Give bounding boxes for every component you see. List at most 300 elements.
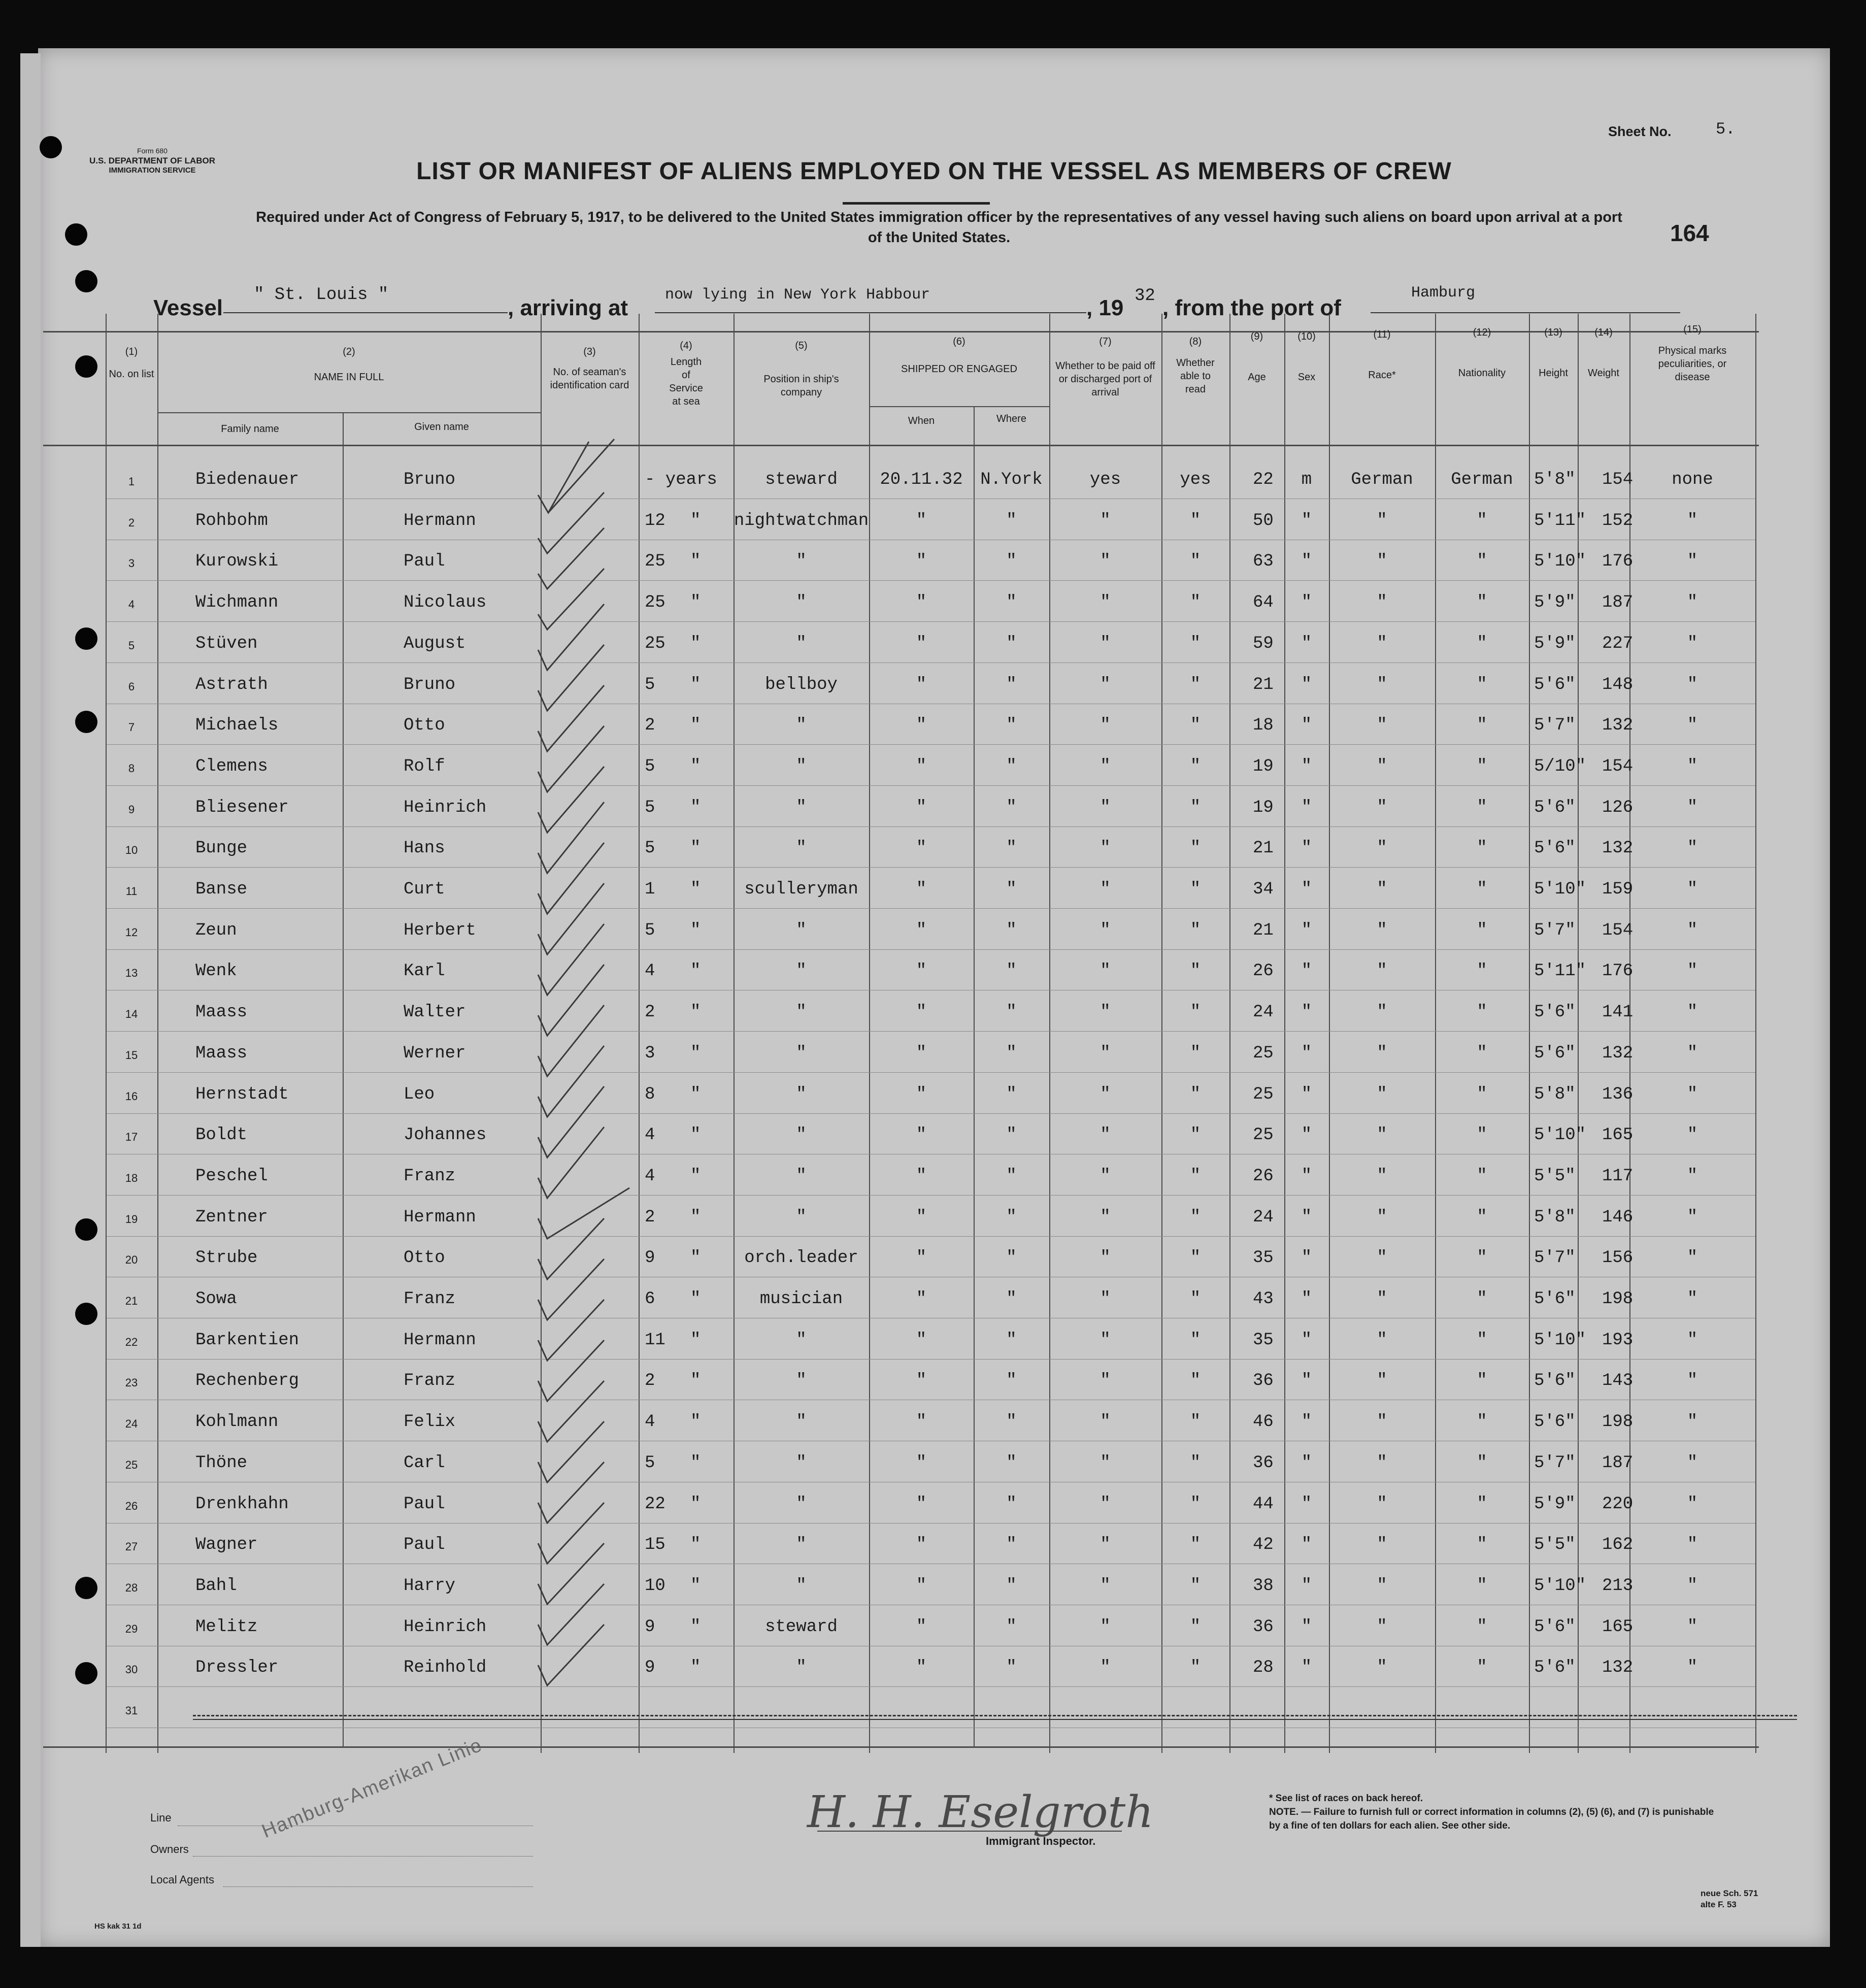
cell-sex: " [1301, 1207, 1312, 1227]
cell-when: " [916, 756, 927, 776]
cell-age: 42 [1253, 1535, 1274, 1555]
col7-number: (7) [1099, 336, 1112, 347]
cell-service-ditto: " [690, 552, 701, 572]
cell-sex: " [1301, 675, 1312, 694]
cell-age: 18 [1253, 716, 1274, 736]
col4-label: Length of Service at sea [669, 356, 703, 407]
cell-sex: " [1301, 1371, 1312, 1391]
cell-read: " [1190, 1084, 1201, 1104]
cell-nationality: " [1477, 1289, 1487, 1309]
cell-weight: 136 [1602, 1084, 1634, 1104]
cell-when: " [916, 1003, 927, 1022]
cell-age: 36 [1253, 1453, 1274, 1473]
cell-sex: " [1301, 1003, 1312, 1022]
arrival-location: now lying in New York Habbour [665, 286, 930, 304]
col6-label: SHIPPED OR ENGAGED [901, 363, 1017, 375]
cell-paid: " [1100, 593, 1111, 613]
cell-when: " [916, 1658, 927, 1678]
shipped-subheader-rule [869, 406, 1049, 407]
cell-when: " [916, 1125, 927, 1145]
cell-family: Wenk [195, 962, 237, 981]
cell-age: 25 [1253, 1125, 1274, 1145]
table-row [0, 1084, 1866, 1128]
cell-age: 24 [1253, 1207, 1274, 1227]
cell-when: " [916, 1248, 927, 1268]
cell-where: " [1006, 1043, 1017, 1063]
cell-marks: " [1687, 1289, 1698, 1309]
cell-weight: 213 [1602, 1576, 1634, 1596]
cell-race: " [1377, 1084, 1387, 1104]
cell-paid: " [1100, 1494, 1111, 1514]
cell-no: 31 [125, 1704, 138, 1717]
year-prefix: , 19 [1086, 295, 1124, 320]
cell-nationality: " [1477, 798, 1487, 817]
cell-marks: " [1687, 1125, 1698, 1145]
cell-position: " [796, 1453, 807, 1473]
table-row [0, 1660, 1866, 1701]
cell-service: 9 [645, 1248, 655, 1268]
cell-sex: " [1301, 962, 1312, 981]
cell-family: Maass [195, 1043, 248, 1063]
cell-given: Hermann [404, 511, 476, 531]
col5-number: (5) [795, 340, 808, 351]
cell-service-ditto: " [690, 1535, 701, 1555]
cell-no: 11 [125, 885, 138, 898]
cell-family: Hernstadt [195, 1084, 289, 1104]
cell-age: 26 [1253, 962, 1274, 981]
cell-service-ditto: " [690, 1289, 701, 1309]
cell-when: " [916, 798, 927, 817]
cell-sex: " [1301, 920, 1312, 940]
cell-no: 2 [128, 516, 135, 529]
cell-age: 24 [1253, 1003, 1274, 1022]
cell-age: 35 [1253, 1248, 1274, 1268]
cell-race: " [1377, 511, 1387, 531]
cell-given: Reinhold [404, 1658, 487, 1678]
cell-where: " [1006, 920, 1017, 940]
cell-height: 5'10" [1534, 1125, 1586, 1145]
cell-given: Heinrich [404, 798, 487, 817]
cell-sex: " [1301, 880, 1312, 899]
cell-given: Nicolaus [404, 593, 487, 613]
cell-age: 36 [1253, 1617, 1274, 1637]
cell-read: " [1190, 716, 1201, 736]
table-row [0, 920, 1866, 964]
cell-position: " [796, 716, 807, 736]
cell-no: 23 [125, 1376, 138, 1389]
cell-sex: " [1301, 1166, 1312, 1186]
cell-service: 4 [645, 1412, 655, 1432]
cell-paid: " [1100, 1003, 1111, 1022]
cell-age: 26 [1253, 1166, 1274, 1186]
cell-read: " [1190, 1412, 1201, 1432]
col2-header [157, 345, 541, 384]
cell-paid: " [1100, 1658, 1111, 1678]
table-row [0, 882, 1866, 922]
where-header: Where [996, 413, 1026, 424]
cell-family: Sowa [195, 1289, 237, 1309]
cell-position: " [796, 798, 807, 817]
cell-paid: " [1100, 1043, 1111, 1063]
table-row [0, 800, 1866, 841]
table-row [0, 472, 1866, 513]
cell-no: 30 [125, 1663, 138, 1676]
vessel-name-underline [223, 312, 508, 313]
printer-code: HS kak 31 1d [94, 1922, 142, 1931]
cell-given: Johannes [404, 1125, 487, 1145]
cell-weight: 126 [1602, 798, 1634, 817]
signature-underline [817, 1831, 1122, 1832]
cell-race: " [1377, 756, 1387, 776]
cell-marks: " [1687, 1330, 1698, 1350]
cell-weight: 141 [1602, 1003, 1634, 1022]
cell-service: 11 [645, 1330, 665, 1350]
cell-read: " [1190, 920, 1201, 940]
cell-paid: " [1100, 839, 1111, 858]
table-row [0, 554, 1866, 594]
line-label: Line [150, 1811, 172, 1824]
page-number: 164 [1670, 220, 1709, 246]
year-suffix: 32 [1135, 286, 1155, 306]
cell-service-ditto: " [690, 634, 701, 653]
cell-service: 12 [645, 511, 665, 531]
cell-service-ditto: " [690, 1248, 701, 1268]
cell-service: - years [645, 470, 717, 489]
owners-label: Owners [150, 1843, 189, 1856]
table-row [0, 1414, 1866, 1455]
cell-weight: 198 [1602, 1289, 1634, 1309]
cell-weight: 198 [1602, 1412, 1634, 1432]
cell-when: " [916, 920, 927, 940]
cell-paid: " [1100, 798, 1111, 817]
cell-no: 5 [128, 639, 135, 652]
cell-height: 5'10" [1534, 880, 1586, 899]
department-name: U.S. DEPARTMENT OF LABOR [89, 156, 216, 165]
cell-paid: " [1100, 675, 1111, 694]
cell-marks: " [1687, 511, 1698, 531]
cell-service: 4 [645, 1166, 655, 1186]
cell-height: 5'8" [1534, 1084, 1576, 1104]
cell-no: 22 [125, 1335, 138, 1348]
cell-race: " [1377, 1535, 1387, 1555]
cell-nationality: " [1477, 1125, 1487, 1145]
cell-where: " [1006, 756, 1017, 776]
cell-no: 13 [125, 967, 138, 980]
cell-when: 20.11.32 [880, 470, 963, 489]
cell-nationality: " [1477, 756, 1487, 776]
table-row [0, 1619, 1866, 1660]
cell-age: 35 [1253, 1330, 1274, 1350]
cell-nationality: " [1477, 1453, 1487, 1473]
cell-family: Zentner [195, 1207, 268, 1227]
cell-sex: " [1301, 1453, 1312, 1473]
cell-height: 5'6" [1534, 798, 1576, 817]
cell-position: " [796, 1207, 807, 1227]
cell-height: 5/10" [1534, 756, 1586, 776]
cell-no: 18 [125, 1171, 138, 1184]
cell-when: " [916, 1412, 927, 1432]
cell-service-ditto: " [690, 593, 701, 613]
cell-where: " [1006, 1207, 1017, 1227]
col5-header [734, 339, 869, 399]
cell-marks: " [1687, 1166, 1698, 1186]
cell-position: steward [765, 1617, 838, 1637]
col9-label: Age [1248, 372, 1266, 383]
cell-paid: " [1100, 1371, 1111, 1391]
cell-nationality: " [1477, 962, 1487, 981]
cell-given: Rolf [404, 756, 445, 776]
cell-family: Biedenauer [195, 470, 299, 489]
cell-sex: " [1301, 511, 1312, 531]
cell-marks: " [1687, 962, 1698, 981]
inspector-label: Immigrant Inspector. [986, 1835, 1096, 1847]
col6-header [869, 335, 1049, 376]
cell-where: " [1006, 1617, 1017, 1637]
cell-where: " [1006, 1248, 1017, 1268]
cell-where: " [1006, 1125, 1017, 1145]
cell-weight: 132 [1602, 716, 1634, 736]
cell-height: 5'10" [1534, 1576, 1586, 1596]
cell-nationality: " [1477, 1412, 1487, 1432]
col14-label: Weight [1588, 368, 1619, 379]
cell-paid: " [1100, 920, 1111, 940]
cell-family: Bliesener [195, 798, 289, 817]
cell-race: " [1377, 1617, 1387, 1637]
table-row [0, 513, 1866, 554]
cell-family: Dressler [195, 1658, 279, 1678]
cell-read: " [1190, 962, 1201, 981]
cell-position: " [796, 1371, 807, 1391]
cell-position: musician [759, 1289, 843, 1309]
cell-family: Bahl [195, 1576, 237, 1596]
cell-weight: 165 [1602, 1125, 1634, 1145]
cell-read: " [1190, 1125, 1201, 1145]
cell-nationality: " [1477, 1535, 1487, 1555]
cell-no: 10 [125, 844, 138, 857]
col1-label: No. on list [109, 369, 154, 380]
cell-paid: " [1100, 511, 1111, 531]
col10-number: (10) [1297, 331, 1316, 342]
cell-service: 22 [645, 1494, 665, 1514]
arriving-label: , arriving at [508, 295, 628, 320]
cell-sex: " [1301, 1576, 1312, 1596]
cell-marks: " [1687, 1617, 1698, 1637]
punch-hole [65, 223, 87, 246]
cell-given: August [404, 634, 466, 653]
cell-service: 2 [645, 716, 655, 736]
cell-no: 4 [128, 598, 135, 611]
cell-when: " [916, 1453, 927, 1473]
cell-marks: " [1687, 920, 1698, 940]
cell-read: " [1190, 511, 1201, 531]
cell-service: 3 [645, 1043, 655, 1063]
cell-family: Banse [195, 880, 248, 899]
cell-position: bellboy [765, 675, 838, 694]
cell-position: " [796, 756, 807, 776]
cell-service-ditto: " [690, 880, 701, 899]
cell-marks: " [1687, 593, 1698, 613]
cell-service: 2 [645, 1003, 655, 1022]
cell-family: Michaels [195, 716, 279, 736]
cell-height: 5'6" [1534, 1289, 1576, 1309]
col1-number: (1) [125, 346, 138, 357]
cell-age: 36 [1253, 1371, 1274, 1391]
cell-where: " [1006, 634, 1017, 653]
cell-service: 9 [645, 1658, 655, 1678]
cell-where: " [1006, 552, 1017, 572]
cell-service-ditto: " [690, 1003, 701, 1022]
shipping-line-stamp: Hamburg-Amerikan Linie [259, 1734, 486, 1842]
cell-age: 21 [1253, 839, 1274, 858]
cell-service-ditto: " [690, 962, 701, 981]
cell-position: " [796, 1043, 807, 1063]
col9-header [1229, 330, 1284, 384]
cell-age: 46 [1253, 1412, 1274, 1432]
cell-when: " [916, 1207, 927, 1227]
cell-nationality: " [1477, 511, 1487, 531]
cell-height: 5'6" [1534, 839, 1576, 858]
cell-read: " [1190, 880, 1201, 899]
cell-weight: 165 [1602, 1617, 1634, 1637]
cell-paid: " [1100, 1535, 1111, 1555]
table-row [0, 677, 1866, 718]
cell-race: " [1377, 1576, 1387, 1596]
cell-race: " [1377, 552, 1387, 572]
end-of-list-rule [193, 1719, 1797, 1720]
cell-service: 25 [645, 593, 665, 613]
cell-marks: " [1687, 716, 1698, 736]
cell-given: Herbert [404, 920, 476, 940]
cell-read: " [1190, 1576, 1201, 1596]
name-subheader-rule [157, 412, 541, 413]
cell-height: 5'9" [1534, 1494, 1576, 1514]
cell-nationality: " [1477, 1207, 1487, 1227]
cell-weight: 176 [1602, 552, 1634, 572]
cell-no: 12 [125, 925, 138, 939]
departure-port: Hamburg [1411, 284, 1476, 302]
cell-nationality: " [1477, 634, 1487, 653]
cell-family: Astrath [195, 675, 268, 694]
cell-given: Karl [404, 962, 445, 981]
col11-number: (11) [1373, 329, 1391, 340]
cell-position: " [796, 1330, 807, 1350]
cell-height: 5'6" [1534, 1003, 1576, 1022]
cell-position: " [796, 1003, 807, 1022]
cell-where: " [1006, 798, 1017, 817]
cell-service: 5 [645, 798, 655, 817]
end-of-list-rule [193, 1715, 1797, 1716]
cell-service: 6 [645, 1289, 655, 1309]
cell-height: 5'9" [1534, 634, 1576, 653]
cell-marks: " [1687, 634, 1698, 653]
punch-hole [75, 355, 97, 378]
cell-marks: " [1687, 675, 1698, 694]
cell-given: Franz [404, 1371, 456, 1391]
cell-service: 1 [645, 880, 655, 899]
cell-sex: " [1301, 1535, 1312, 1555]
cell-when: " [916, 1494, 927, 1514]
cell-nationality: " [1477, 1617, 1487, 1637]
cell-race: " [1377, 798, 1387, 817]
cell-service-ditto: " [690, 920, 701, 940]
cell-marks: " [1687, 1412, 1698, 1432]
cell-nationality: " [1477, 1084, 1487, 1104]
cell-height: 5'8" [1534, 470, 1576, 489]
cell-read: " [1190, 1003, 1201, 1022]
cell-where: " [1006, 1289, 1017, 1309]
cell-where: " [1006, 1658, 1017, 1678]
cell-sex: " [1301, 1330, 1312, 1350]
cell-where: " [1006, 1535, 1017, 1555]
cell-position: " [796, 1576, 807, 1596]
cell-nationality: " [1477, 675, 1487, 694]
cell-height: 5'7" [1534, 1453, 1576, 1473]
cell-paid: " [1100, 1166, 1111, 1186]
cell-weight: 146 [1602, 1207, 1634, 1227]
cell-where: " [1006, 1576, 1017, 1596]
cell-sex: " [1301, 1494, 1312, 1514]
cell-where: " [1006, 1412, 1017, 1432]
cell-height: 5'10" [1534, 1330, 1586, 1350]
cell-where: N.York [980, 470, 1043, 489]
cell-marks: " [1687, 1453, 1698, 1473]
cell-nationality: " [1477, 593, 1487, 613]
cell-read: " [1190, 1371, 1201, 1391]
cell-race: " [1377, 1166, 1387, 1186]
cell-no: 1 [128, 475, 135, 488]
cell-no: 8 [128, 761, 135, 775]
col11-label: Race* [1368, 370, 1396, 381]
cell-paid: " [1100, 962, 1111, 981]
cell-paid: " [1100, 1617, 1111, 1637]
cell-family: Wagner [195, 1535, 258, 1555]
cell-when: " [916, 1371, 927, 1391]
service-name: IMMIGRATION SERVICE [109, 166, 196, 175]
cell-read: " [1190, 1289, 1201, 1309]
cell-where: " [1006, 880, 1017, 899]
header-bottom-rule [43, 445, 1759, 446]
cell-read: " [1190, 1043, 1201, 1063]
cell-marks: " [1687, 1494, 1698, 1514]
cell-where: " [1006, 511, 1017, 531]
cell-no: 24 [125, 1417, 138, 1431]
cell-when: " [916, 634, 927, 653]
cell-height: 5'6" [1534, 1412, 1576, 1432]
cell-family: Clemens [195, 756, 268, 776]
cell-weight: 187 [1602, 593, 1634, 613]
cell-read: " [1190, 1330, 1201, 1350]
cell-service: 5 [645, 756, 655, 776]
cell-marks: " [1687, 1003, 1698, 1022]
cell-family: Maass [195, 1003, 248, 1022]
cell-weight: 152 [1602, 511, 1634, 531]
punch-hole [40, 136, 62, 158]
cell-race: " [1377, 1003, 1387, 1022]
cell-weight: 154 [1602, 920, 1634, 940]
cell-given: Harry [404, 1576, 456, 1596]
cell-given: Otto [404, 716, 445, 736]
cell-marks: " [1687, 1576, 1698, 1596]
cell-when: " [916, 1330, 927, 1350]
cell-given: Paul [404, 1494, 445, 1514]
cell-service: 5 [645, 920, 655, 940]
table-row [0, 1494, 1866, 1537]
cell-service-ditto: " [690, 1494, 701, 1514]
cell-sex: " [1301, 552, 1312, 572]
cell-no: 29 [125, 1622, 138, 1635]
cell-read: " [1190, 1166, 1201, 1186]
cell-race: " [1377, 1125, 1387, 1145]
